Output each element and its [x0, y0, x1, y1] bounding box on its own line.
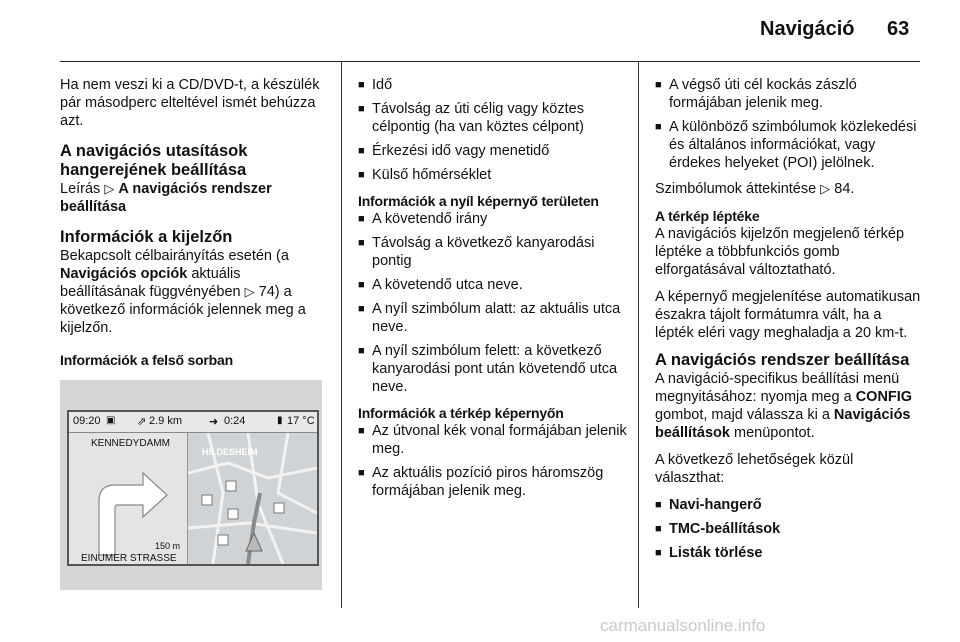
list-item: ■ Az útvonal kék vonal formájában jelenik meg. [358, 422, 630, 458]
map-screen-list [358, 422, 630, 500]
map-place-label: HILDESHEIM [202, 447, 258, 457]
list-item: ■ A végső úti cél kockás zászló formájában jelenik meg. [655, 76, 923, 112]
display-top-bar [69, 412, 317, 433]
description-reference: Leírás ▷ A navigációs rendszer beállítása [60, 181, 272, 215]
list-item: ■ A nyíl szimbólum felett: a következő kanyarodási pont után követendő utca neve. [358, 342, 630, 396]
list-item: ■ A nyíl szimbólum alatt: az aktuális utca neve. [358, 300, 630, 336]
desc-link[interactable]: A navigációs rendszer beállítása [60, 181, 272, 215]
distance-readout: 2.9 km [149, 415, 183, 427]
next-street: KENNEDYDAMM [91, 438, 170, 449]
header-rule [60, 61, 920, 62]
list-item: ■ TMC-beállítások [655, 520, 923, 538]
scale-paragraph: A navigációs kijelzőn megjelenő térkép léptéke a többfunkciós gomb elforgatásával változtatható. [655, 226, 905, 278]
options-list [655, 496, 923, 562]
eta-readout: 0:24 [224, 415, 246, 427]
list-item: ■ A követendő utca neve. [358, 276, 630, 294]
list-item: ■ A különböző szimbólumok közlekedési és általános információkat, vagy érdekes helyeket (POI) jelölnek. [655, 118, 923, 172]
reference-arrow-icon: ▷ [820, 181, 831, 196]
symbols-ref-link[interactable]: 84. [834, 181, 855, 197]
display-paragraph: Bekapcsolt célbairányítás esetén (a Navigációs opciók aktuális beállításának függvényében ▷ 74) a következő információk jelennek meg a kijelzőn. [60, 248, 306, 336]
heading-map-screen: Információk a térkép képernyőn [358, 405, 564, 421]
navigation-screen-illustration [60, 380, 322, 590]
list-item: ■ Távolság a következő kanyarodási pontig [358, 234, 630, 270]
column-divider-2 [638, 62, 639, 608]
arrow-area-list [358, 210, 630, 396]
list-item: ■ A követendő irány [358, 210, 630, 228]
column-1 [60, 76, 328, 369]
list-item: ■ Érkezési idő vagy menetidő [358, 142, 630, 160]
map-view [188, 433, 317, 564]
heading-arrow-area: Információk a nyíl képernyő területen [358, 193, 599, 209]
nav-settings-menu-label: Navigációs beállítások [655, 407, 911, 441]
watermark: carmanualsonline.info [600, 616, 766, 635]
turn-arrow-icon: ➜ [209, 416, 219, 428]
section-title: Navigáció [760, 18, 855, 40]
config-button-label: CONFIG [855, 389, 913, 405]
reference-arrow-icon: ▷ [104, 181, 115, 196]
display-ref-link[interactable]: 74 [258, 284, 275, 300]
temperature-readout: 17 °C [287, 415, 315, 427]
list-item: ■ Távolság az úti célig vagy köztes célpontig (ha van köztes célpont) [358, 100, 630, 136]
list-item: ■ Listák törlése [655, 544, 923, 562]
thermometer-icon: ▮ [277, 415, 283, 426]
distance-to-turn: 150 m [155, 541, 181, 551]
column-3 [655, 76, 923, 570]
list-item: ■ Az aktuális pozíció piros háromszög formájában jelenik meg. [358, 464, 630, 500]
nav-display [67, 410, 319, 566]
top-row-list [358, 76, 630, 184]
reference-arrow-icon: ▷ [244, 284, 255, 299]
list-item: ■ Idő [358, 76, 630, 94]
current-street: EINUMER STRASSE [81, 553, 177, 564]
list-item: ■ Külső hőmérséklet [358, 166, 630, 184]
column-divider-1 [341, 62, 342, 608]
auto-orientation-paragraph: A képernyő megjelenítése automatikusan északra tájolt formátumra vált, ha a lépték eléri vagy meghaladja a 20 km-t. [655, 289, 921, 341]
road-icon: ⇗ [137, 416, 147, 428]
map-symbols-list [655, 76, 923, 172]
list-item: ■ Navi-hangerő [655, 496, 923, 514]
heading-volume-setup: A navigációs utasítások hangerejének beállítása [60, 142, 248, 179]
options-intro: A következő lehetőségek közül választhat: [655, 452, 854, 486]
page-number: 63 [887, 18, 910, 40]
column-2 [358, 76, 630, 508]
intro-paragraph: Ha nem veszi ki a CD/DVD-t, a készülék pár másodperc elteltével ismét behúzza azt. [60, 77, 320, 129]
heading-top-row: Információk a felső sorban [60, 352, 233, 368]
clock-icon: ▣ [106, 415, 116, 426]
symbols-reference: Szimbólumok áttekintése ▷ 84. [655, 181, 855, 197]
settings-paragraph: A navigáció-specifikus beállítási menü megnyitásához: nyomja meg a CONFIG gombot, majd válassza ki a Navigációs beállítások menüpontot. [655, 371, 913, 441]
time-readout: 09:20 [73, 415, 101, 427]
heading-map-scale: A térkép léptéke [655, 208, 760, 224]
arrow-panel [69, 433, 188, 564]
heading-nav-settings: A navigációs rendszer beállítása [655, 351, 910, 369]
heading-display-info: Információk a kijelzőn [60, 228, 233, 246]
